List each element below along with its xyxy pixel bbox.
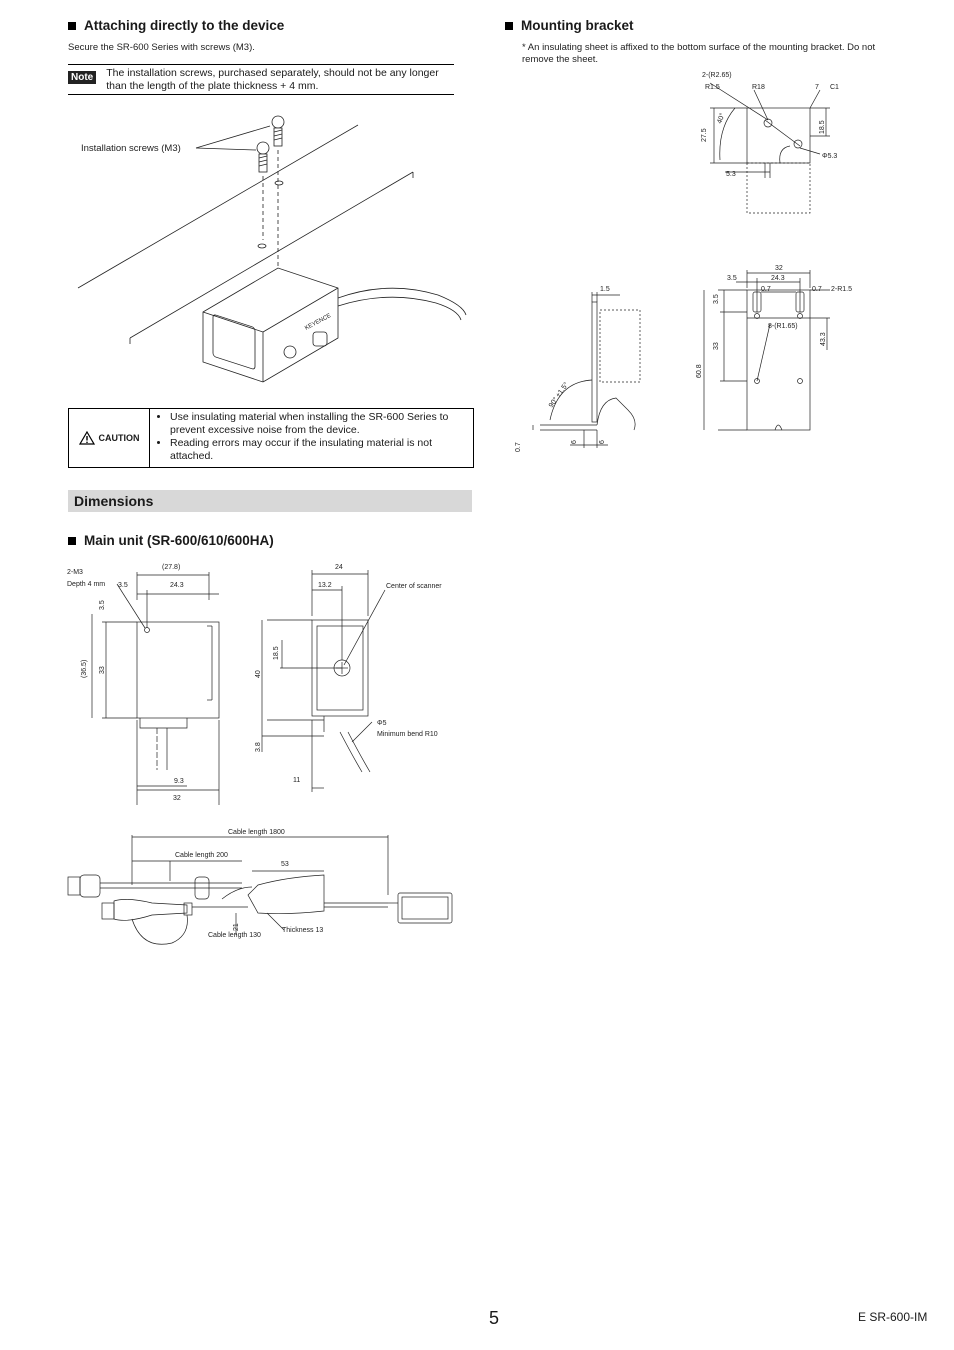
- dim-label: 2-(R2.65): [702, 72, 732, 79]
- dim-label: 18.5: [819, 120, 826, 134]
- bracket-note: * An insulating sheet is affixed to the bottom surface of the mounting bracket. Do not remove the sheet.: [522, 42, 876, 65]
- caution-item: • Use insulating material when installing the SR-600 Series to prevent excessive noise from the device.: [170, 411, 467, 437]
- dim-label: 3.5: [118, 582, 128, 589]
- screw-icon: [272, 116, 284, 146]
- dim-label: 13.2: [318, 582, 332, 589]
- dim-label: 3.8: [255, 742, 262, 752]
- dim-label: 18.5: [273, 646, 280, 660]
- dim-label: Φ5.3: [822, 153, 838, 160]
- dim-label: 0.7: [761, 286, 771, 293]
- cable-label: Cable length 200: [175, 852, 228, 859]
- dim-label: 40: [255, 670, 262, 678]
- dim-label: 24: [335, 564, 343, 571]
- dim-label: 24.3: [170, 582, 184, 589]
- dim-label: R1.5: [705, 84, 720, 91]
- cable-drawing: [62, 825, 462, 950]
- dim-label: 8-(R1.65): [768, 323, 798, 330]
- dim-label: 5.3: [726, 171, 736, 178]
- cable-label: 53: [281, 861, 289, 868]
- brand-text: KEYENCE: [304, 313, 333, 332]
- bracket-top-view: [690, 68, 850, 218]
- attach-heading: Attaching directly to the device: [68, 18, 284, 33]
- document-id: E SR-600-IM: [858, 1310, 928, 1324]
- bracket-front-view: [690, 260, 865, 445]
- main-unit-drawing: [62, 560, 462, 810]
- cable-label: Cable length 130: [208, 932, 261, 939]
- bullet-square-icon: [68, 537, 76, 545]
- dim-label: 27.5: [701, 128, 708, 142]
- main-unit-heading: Main unit (SR-600/610/600HA): [68, 533, 274, 548]
- note-box: [68, 64, 454, 95]
- bracket-heading: Mounting bracket: [505, 18, 634, 33]
- dim-label: (27.8): [162, 564, 181, 571]
- bracket-side-view: [508, 280, 648, 455]
- note-text: The installation screws, purchased separately, should not be any longer than the length of the plate thickness + 4 mm.: [106, 67, 439, 92]
- dim-label: 6: [599, 440, 606, 444]
- caution-box: [68, 408, 474, 468]
- caution-label-cell: [69, 409, 150, 467]
- dim-label: Minimum bend R10: [377, 731, 438, 738]
- dim-label: 11: [293, 777, 301, 784]
- caution-label: CAUTION: [98, 433, 140, 443]
- dim-label: 90° ±1.5°: [547, 381, 571, 410]
- dim-label: 24.3: [771, 275, 785, 282]
- dim-label: 3.5: [99, 600, 106, 610]
- dim-label: Depth 4 mm: [67, 581, 106, 588]
- dim-label: 2-M3: [67, 569, 83, 576]
- cable-label: Thickness 13: [282, 927, 324, 934]
- dim-label: Φ5: [377, 720, 387, 727]
- dim-label: 32: [173, 795, 181, 802]
- note-badge: Note: [68, 71, 96, 84]
- dim-label: 6: [571, 440, 578, 444]
- caution-content: [150, 409, 473, 467]
- bullet-square-icon: [505, 22, 513, 30]
- cable-label: 21: [233, 923, 240, 931]
- page-number: 5: [489, 1308, 500, 1328]
- installation-illustration: [68, 100, 468, 405]
- warning-triangle-icon: [79, 431, 95, 445]
- attach-description: Secure the SR-600 Series with screws (M3).: [68, 42, 255, 53]
- dim-label: (36.5): [81, 659, 88, 678]
- dim-label: 40°: [716, 112, 727, 125]
- dim-label: R18: [752, 84, 765, 91]
- cable-label: Cable length 1800: [228, 829, 285, 836]
- dim-label: 43.3: [820, 332, 827, 346]
- bullet-square-icon: [68, 22, 76, 30]
- dim-label: 9.3: [174, 778, 184, 785]
- dim-label: 32: [775, 265, 783, 272]
- dim-label: 0.7: [812, 286, 822, 293]
- dim-label: 3.5: [713, 294, 720, 304]
- dim-label: 0.7: [515, 442, 522, 452]
- dim-label: Center of scanner: [386, 583, 442, 590]
- dim-label: 33: [99, 666, 106, 674]
- dim-label: 2-R1.5: [831, 286, 853, 293]
- dim-label: 3.5: [727, 275, 737, 282]
- caution-item: • Reading errors may occur if the insulating material is not attached.: [170, 437, 467, 463]
- dimensions-section-title: Dimensions: [68, 490, 472, 512]
- screw-icon: [257, 142, 269, 172]
- dim-label: C1: [830, 84, 839, 91]
- dim-label: 33: [713, 342, 720, 350]
- dim-label: 1.5: [600, 286, 610, 293]
- dim-label: 7: [815, 84, 819, 91]
- dim-label: 60.8: [696, 364, 703, 378]
- screw-label: Installation screws (M3): [81, 143, 181, 154]
